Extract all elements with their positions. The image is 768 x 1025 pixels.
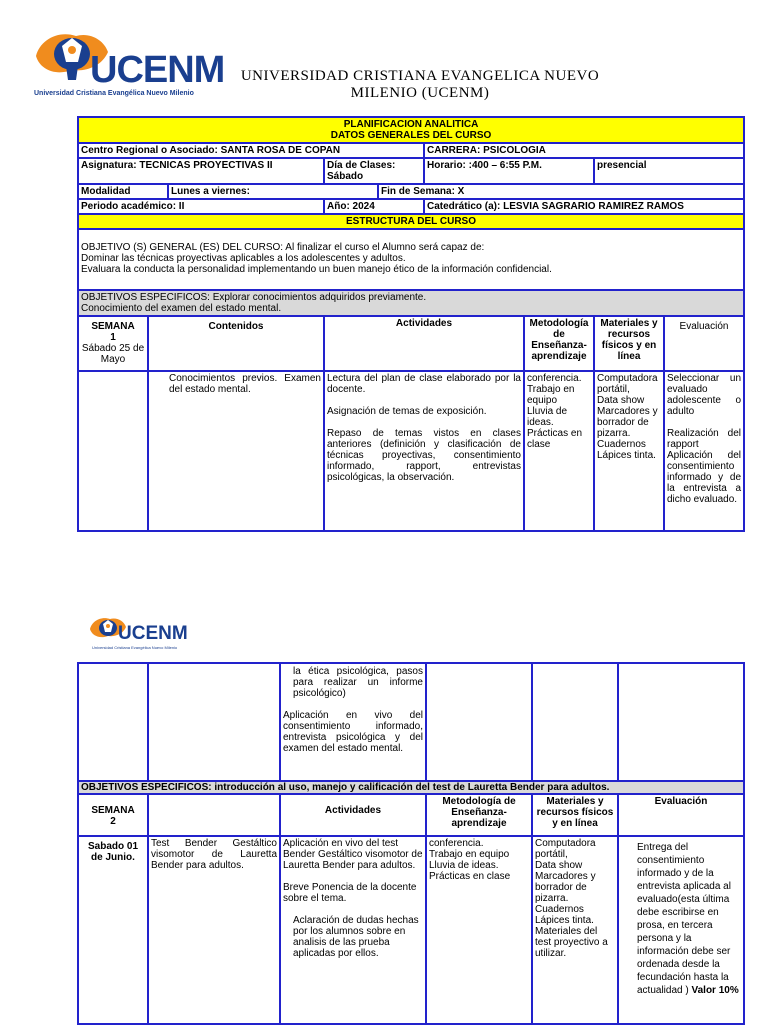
material-item: Data show bbox=[597, 395, 645, 406]
semana-label: SEMANA bbox=[91, 321, 135, 332]
metodologia-item: conferencia. bbox=[527, 373, 582, 384]
materiales-header: Materiales y recursos físicos y en línea bbox=[594, 316, 664, 371]
cont-evaluacion-cell bbox=[618, 663, 744, 781]
metodologia-header: Metodología de Enseñanza-aprendizaje bbox=[524, 316, 594, 371]
actividad-item: Aplicación en vivo del consentimiento informado, entrevista psicológica y del examen del estado mental. bbox=[283, 710, 423, 754]
actividad-item: Aclaración de dudas hechas por los alumnos sobre en analisis de las prueba aplicadas por ellos. bbox=[293, 915, 419, 959]
material-item: Cuadernos bbox=[535, 904, 584, 915]
semana-cell bbox=[78, 371, 148, 531]
actividades-header-2: Actividades bbox=[280, 794, 426, 836]
cont-contenidos-cell bbox=[148, 663, 280, 781]
metodologia-item: Trabajo en equipo bbox=[527, 384, 575, 406]
objetivo-general-line: Dominar las técnicas proyectivas aplicables a los adolescentes y adultos. bbox=[81, 253, 406, 264]
evaluacion-cell bbox=[664, 371, 744, 531]
metodologia-item: conferencia. bbox=[429, 838, 484, 849]
heading-planificacion: PLANIFICACION ANALITICA bbox=[343, 119, 479, 130]
evaluacion-item: Seleccionar un evaluado adolescente o adulto bbox=[667, 373, 742, 417]
objetivo-general bbox=[78, 229, 744, 290]
metodologia-cell bbox=[524, 371, 594, 531]
asignatura: Asignatura: TECNICAS PROYECTIVAS II bbox=[78, 158, 324, 184]
material-item: Computadora portátil, bbox=[597, 373, 658, 395]
logo-wordmark-small: UCENM bbox=[118, 623, 188, 644]
evaluacion-valor: Valor 10% bbox=[691, 985, 739, 996]
cont-materiales-cell bbox=[532, 663, 618, 781]
logo-subtitle-small: Universidad Cristiana Evangélica Nuevo Milenio bbox=[92, 645, 178, 650]
material-item: Computadora portátil, bbox=[535, 838, 596, 860]
dia-clases: Día de Clases: Sábado bbox=[324, 158, 424, 184]
metodologia-item: Lluvia de ideas. bbox=[527, 406, 568, 428]
actividad-item: Aplicación en vivo del test Bender Gestáltico visomotor de Lauretta Bender para adultos. bbox=[283, 838, 423, 871]
fin-semana: Fin de Semana: X bbox=[378, 184, 744, 199]
actividad-item: la ética psicológica, pasos para realizar un informe psicológico) bbox=[293, 666, 423, 699]
material-item: Lápices tinta. bbox=[535, 915, 594, 926]
metodologia-item: Prácticas en clase bbox=[527, 428, 583, 450]
objetivo-especifico-line: Conocimiento del examen del estado mental. bbox=[81, 303, 282, 314]
evaluacion-text: Entrega del consentimiento informado y de la entrevista aplicada al evaluado(esta última debe escribirse en prosa, en tercera persona y la información debe ser ordenada desde la fecundación hasta la actualidad ) bbox=[637, 842, 731, 996]
materiales-cell bbox=[594, 371, 664, 531]
cont-semana-cell bbox=[78, 663, 148, 781]
metodologia-item: Trabajo en equipo bbox=[429, 849, 510, 860]
contenidos-header: Contenidos bbox=[148, 316, 324, 371]
modalidad-presencial: presencial bbox=[594, 158, 744, 184]
semana-header bbox=[78, 316, 148, 371]
metodologia-item: Lluvia de ideas. bbox=[429, 860, 499, 871]
semana-header-2 bbox=[78, 794, 148, 836]
cont-actividades-cell bbox=[280, 663, 426, 781]
material-item: Marcadores y borrador de pizarra. bbox=[597, 406, 658, 439]
modalidad-label: Modalidad bbox=[78, 184, 168, 199]
semana-date-2: Sabado 01 de Junio. bbox=[78, 836, 148, 1024]
objetivos-especificos bbox=[78, 290, 744, 316]
logo-wordmark: UCENM bbox=[90, 49, 225, 91]
material-item: Lápices tinta. bbox=[597, 450, 656, 461]
objetivo-general-line: Evaluara la conducta la personalidad implementando un buen manejo ético de la información confidencial. bbox=[81, 264, 552, 275]
material-item: Marcadores y borrador de pizarra. bbox=[535, 871, 596, 904]
estructura-heading: ESTRUCTURA DEL CURSO bbox=[78, 214, 744, 229]
evaluacion-header-2: Evaluación bbox=[618, 794, 744, 836]
carrera: CARRERA: PSICOLOGIA bbox=[424, 143, 744, 158]
actividades-header: Actividades bbox=[324, 316, 524, 371]
metodologia-item: Prácticas en clase bbox=[429, 871, 511, 882]
actividad-item: Asignación de temas de exposición. bbox=[327, 406, 487, 417]
objetivo-especifico-line: OBJETIVOS ESPECIFICOS: Explorar conocimientos adquiridos previamente. bbox=[81, 292, 427, 303]
actividad-item: Breve Ponencia de la docente sobre el tema. bbox=[283, 882, 417, 904]
materiales-cell-2 bbox=[532, 836, 618, 1024]
material-item: Cuadernos bbox=[597, 439, 646, 450]
page-title bbox=[230, 68, 610, 102]
evaluacion-header: Evaluación bbox=[664, 316, 744, 371]
page-title-line2: MILENIO (UCENM) bbox=[350, 85, 490, 101]
contenidos-cell-2: Test Bender Gestáltico visomotor de Lauretta Bender para adultos. bbox=[148, 836, 280, 1024]
evaluacion-cell-2 bbox=[618, 836, 744, 1024]
material-item: Materiales del test proyectivo a utilizar. bbox=[535, 926, 608, 959]
planning-heading bbox=[78, 117, 744, 143]
horario: Horario: :400 – 6:55 P.M. bbox=[424, 158, 594, 184]
metodologia-cell-2 bbox=[426, 836, 532, 1024]
ucenm-logo bbox=[32, 26, 228, 102]
actividad-item: Lectura del plan de clase elaborado por la docente. bbox=[327, 373, 521, 395]
semana-number: 1 bbox=[110, 332, 116, 343]
objetivos-especificos-2: OBJETIVOS ESPECIFICOS: introducción al uso, manejo y calificación del test de Lauretta Bender para adultos. bbox=[78, 781, 744, 794]
evaluacion-item: Realización del rapport Aplicación del consentimiento informado y de la entrevista a dicho evaluado. bbox=[667, 428, 742, 505]
objetivo-general-line: OBJETIVO (S) GENERAL (ES) DEL CURSO: Al finalizar el curso el Alumno será capaz de: bbox=[81, 242, 485, 253]
logo-subtitle: Universidad Cristiana Evangélica Nuevo Milenio bbox=[34, 90, 194, 97]
semana-label: SEMANA bbox=[91, 805, 135, 816]
page-title-line1: UNIVERSIDAD CRISTIANA EVANGELICA NUEVO bbox=[240, 68, 600, 84]
material-item: Data show bbox=[535, 860, 583, 871]
materiales-header-2: Materiales y recursos físicos y en línea bbox=[532, 794, 618, 836]
anio: Año: 2024 bbox=[324, 199, 424, 214]
cont-metodologia-cell bbox=[426, 663, 532, 781]
ucenm-logo-small bbox=[88, 614, 188, 654]
centro-regional: Centro Regional o Asociado: SANTA ROSA DE COPAN bbox=[78, 143, 424, 158]
metodologia-header-2: Metodología de Enseñanza-aprendizaje bbox=[426, 794, 532, 836]
actividad-item: Repaso de temas vistos en clases anteriores (definición y clasificación de técnicas proyectivas, consentimiento informado, rapport, entrevistas psicológicas, la observación. bbox=[327, 428, 521, 483]
actividades-cell-2 bbox=[280, 836, 426, 1024]
semana-date: Sábado 25 de Mayo bbox=[81, 343, 145, 365]
course-info-table bbox=[77, 116, 745, 532]
catedratico: Catedrático (a): LESVIA SAGRARIO RAMIREZ RAMOS bbox=[424, 199, 744, 214]
actividades-cell bbox=[324, 371, 524, 531]
semana-number: 2 bbox=[110, 816, 116, 827]
lunes-viernes: Lunes a viernes: bbox=[168, 184, 378, 199]
periodo-academico: Periodo académico: II bbox=[78, 199, 324, 214]
heading-datos-generales: DATOS GENERALES DEL CURSO bbox=[330, 130, 492, 141]
contenidos-cell: Conocimientos previos. Examen del estado mental. bbox=[148, 371, 324, 531]
contenidos-header-2 bbox=[148, 794, 280, 836]
course-week2-table bbox=[77, 662, 745, 1025]
